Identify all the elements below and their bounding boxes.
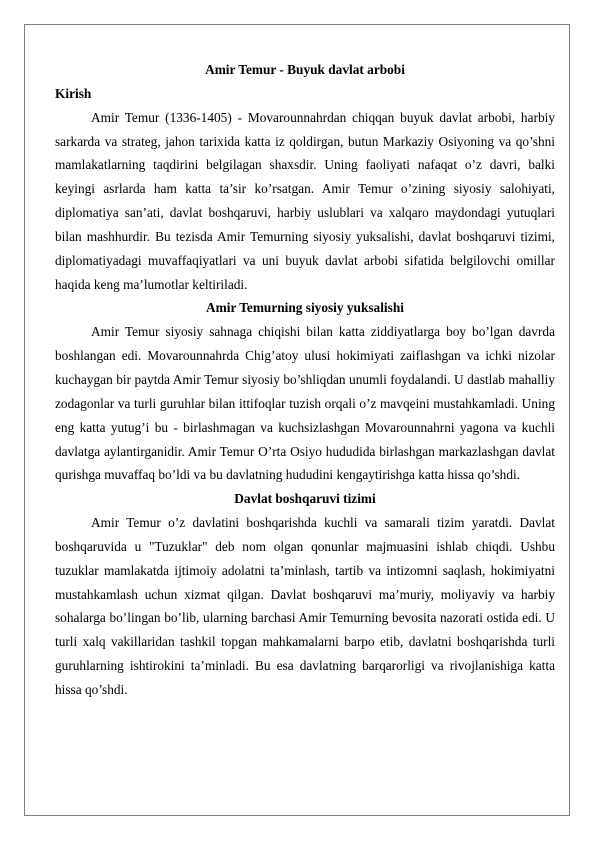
intro-paragraph: Amir Temur (1336-1405) - Movarounnahrdan chiqqan buyuk davlat arbobi, harbiy sarkarda va strateg, jahon tarixida katta iz qoldirgan, butun Markaziy Osiyoning va qo’shni mamlakatlarning taqdirini belgilagan shaxsdir. Uning faoliyati nafaqat o’z davri, balki keyingi asrlarda ham katta ta’sir ko’rsatgan. Amir Temur o’zining siyosiy salohiyati, diplomatiya san’ati, davlat boshqaruvi, harbiy uslublari va xalqaro maydondagi yutuqlari bilan mashhurdir. Bu tezisda Amir Temurning siyosiy yuksalishi, davlat boshqaruvi tizimi, diplomatiyadagi muvaffaqiyatlari va uni buyuk davlat arbobi sifatida belgilovchi omillar haqida keng ma’lumotlar keltiriladi.: [55, 109, 555, 292]
document-body: [55, 58, 555, 702]
section-heading-governance: Davlat boshqaruvi tizimi: [234, 491, 376, 507]
section-paragraph-governance: Amir Temur o’z davlatini boshqarishda kuchli va samarali tizim yaratdi. Davlat boshqaruvida u "Tuzuklar" deb nom olgan qonunlar majmuasini ishlab chiqdi. Ushbu tuzuklar mamlakatda ijtimoiy adolatni ta’minlash, tartib va intizomni saqlash, hokimiyatni mustahkamlash uchun xizmat qilgan. Davlat boshqaruvi ma’muriy, moliyaviy va harbiy sohalarga bo’lingan bo’lib, ularning barchasi Amir Temurning bevosita nazorati ostida edi. U turli xalq vakillaridan tashkil topgan mahkamalarni barpo etib, davlatni boshqarishda turli guruhlarning ishtirokini ta’minladi. Bu esa davlatning barqarorligi va rivojlanishiga katta hissa qo’shdi.: [55, 515, 555, 697]
section-heading-political-rise: Amir Temurning siyosiy yuksalishi: [206, 300, 404, 316]
intro-heading: Kirish: [55, 85, 92, 101]
document-title: Amir Temur - Buyuk davlat arbobi: [205, 62, 405, 77]
section-paragraph-political-rise: Amir Temur siyosiy sahnaga chiqishi bilan katta ziddiyatlarga boy bo’lgan davrda boshlangan edi. Movarounnahrda Chig’atoy ulusi hokimiyati zaiflashgan va ichki nizolar kuchaygan bir paytda Amir Temur siyosiy bo’shliqdan unumli foydalandi. U dastlab mahalliy zodagonlar va turli guruhlar bilan ittifoqlar tuzish orqali o’z mavqeini mustahkamladi. Uning eng katta yutug’i bu - birlashmagan va kuchsizlashgan Movarounnahrni yagona va kuchli davlatga aylantirganidir. Amir Temur O’rta Osiyo hududida birlashgan markazlashgan davlat qurishga muvaffaq bo’ldi va bu davlatning hududini kengaytirishga katta hissa qo’shdi.: [55, 324, 555, 483]
